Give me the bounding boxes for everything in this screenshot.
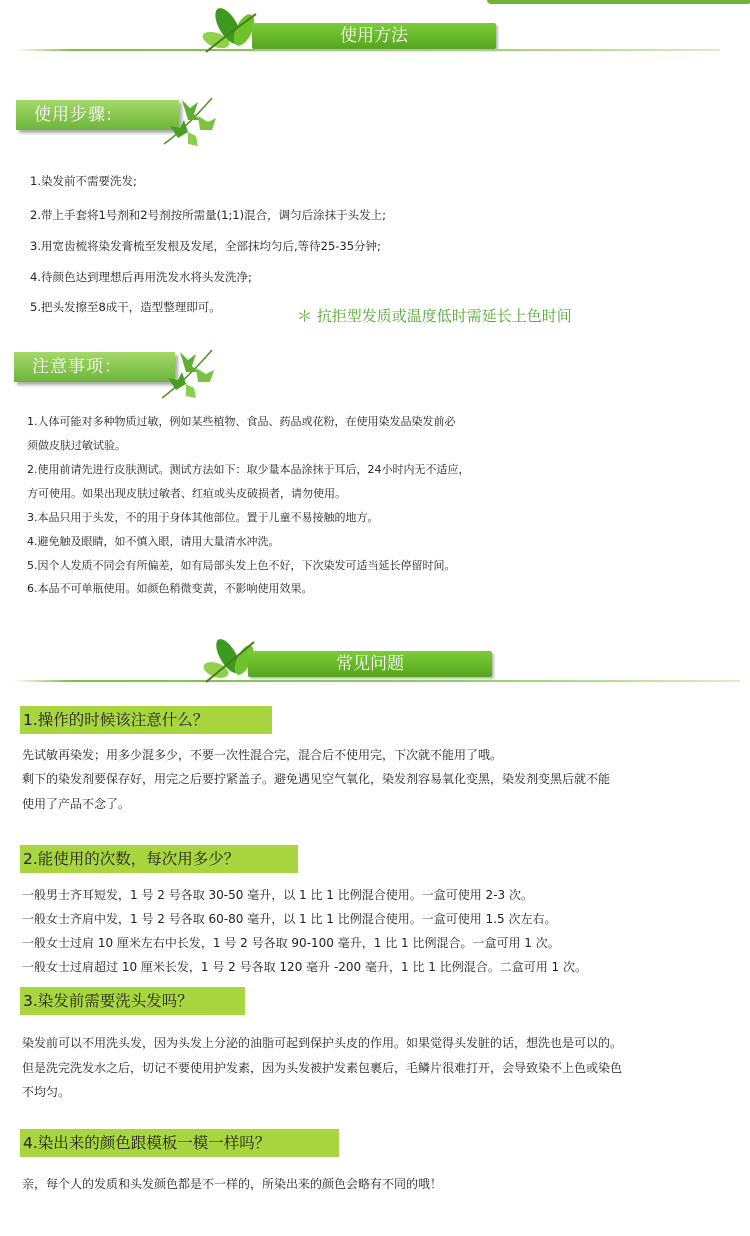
faq-question: 1.操作的时候该注意什么？ bbox=[20, 706, 272, 734]
top-bar bbox=[487, 0, 750, 4]
faq-answer-line: 使用了产品不念了。 bbox=[22, 797, 131, 811]
faq-question: 3.染发前需要洗头发吗？ bbox=[20, 987, 245, 1015]
steps-header: 使用步骤: bbox=[16, 100, 179, 130]
step-item: 2.带上手套将1号剂和2号剂按所需量(1;1)混合，调匀后涂抹于头发上; bbox=[30, 208, 386, 222]
note-line: 4.避免触及眼睛，如不慎入眼，请用大量清水冲洗。 bbox=[27, 535, 280, 548]
section-title-faq: 常见问题 bbox=[248, 651, 492, 677]
faq-answer-line: 但是洗完洗发水之后，切记不要使用护发素，因为头发被护发素包裹后，毛鳞片很难打开，会导致染不上色或染色 bbox=[22, 1061, 623, 1075]
leaf-icon bbox=[160, 92, 222, 150]
section-title-usage: 使用方法 bbox=[252, 23, 496, 49]
leaf-icon bbox=[158, 344, 222, 402]
faq-question: 4.染出来的颜色跟模板一模一样吗？ bbox=[20, 1129, 339, 1157]
faq-answer-line: 亲，每个人的发质和头发颜色都是不一样的，所染出来的颜色会略有不同的哦！ bbox=[22, 1177, 443, 1191]
step-item: 4.待颜色达到理想后再用洗发水将头发洗净; bbox=[30, 270, 252, 284]
note-line: 2.使用前请先进行皮肤测试。测试方法如下：取少量本品涂抹于耳后，24小时内无不适应， bbox=[27, 463, 470, 476]
tip-text: ＊ 抗拒型发质或温度低时需延长上色时间 bbox=[297, 307, 572, 325]
step-item: 1.染发前不需要洗发; bbox=[30, 174, 137, 188]
faq-answer-line: 一般女士齐肩中发，1 号 2 号各取 60-80 毫升，以 1 比 1 比例混合使用。一盒可使用 1.5 次左右。 bbox=[22, 912, 557, 926]
step-item: 3.用宽齿梳将染发膏梳至发根及发尾，全部抹均匀后,等待25-35分钟; bbox=[30, 239, 381, 253]
section-divider bbox=[12, 680, 740, 682]
step-item: 5.把头发擦至8成干，造型整理即可。 bbox=[30, 300, 221, 314]
faq-answer-line: 剩下的染发剂要保存好，用完之后要拧紧盖子。避免遇见空气氧化，染发剂容易氧化变黑，染发剂变黑后就不能 bbox=[22, 772, 611, 786]
faq-answer-line: 染发前可以不用洗头发，因为头发上分泌的油脂可起到保护头皮的作用。如果觉得头发脏的话，想洗也是可以的。 bbox=[22, 1036, 623, 1050]
note-line: 6.本品不可单瓶使用。如颜色稍微变黄，不影响使用效果。 bbox=[27, 582, 313, 595]
faq-answer-line: 先试敏再染发；用多少混多少，不要一次性混合完，混合后不使用完，下次就不能用了哦。 bbox=[22, 748, 503, 762]
faq-answer-line: 不均匀。 bbox=[22, 1085, 71, 1099]
section-divider bbox=[15, 49, 720, 51]
faq-answer-line: 一般女士过肩超过 10 厘米长发，1 号 2 号各取 120 毫升 -200 毫升，1 比 1 比例混合。二盒可用 1 次。 bbox=[22, 960, 587, 974]
note-line: 方可使用。如果出现皮肤过敏者、红疸或头皮破损者，请勿使用。 bbox=[27, 487, 346, 500]
note-line: 5.因个人发质不同会有所偏差，如有局部头发上色不好，下次染发可适当延长停留时间。 bbox=[27, 559, 456, 572]
notes-header: 注意事项： bbox=[14, 352, 175, 382]
faq-answer-line: 一般女士过肩 10 厘米左右中长发，1 号 2 号各取 90-100 毫升，1 比 1 比例混合。一盒可用 1 次。 bbox=[22, 936, 560, 950]
note-line: 须做皮肤过敏试验。 bbox=[27, 439, 126, 452]
faq-answer-line: 一般男士齐耳短发，1 号 2 号各取 30-50 毫升，以 1 比 1 比例混合使用。一盒可使用 2-3 次。 bbox=[22, 888, 533, 902]
note-line: 3.本品只用于头发，不的用于身体其他部位。置于儿童不易接触的地方。 bbox=[27, 511, 379, 524]
note-line: 1.人体可能对多种物质过敏，例如某些植物、食品、药品或花粉，在使用染发品染发前必 bbox=[27, 415, 456, 428]
faq-question: 2.能使用的次数，每次用多少？ bbox=[20, 845, 298, 873]
